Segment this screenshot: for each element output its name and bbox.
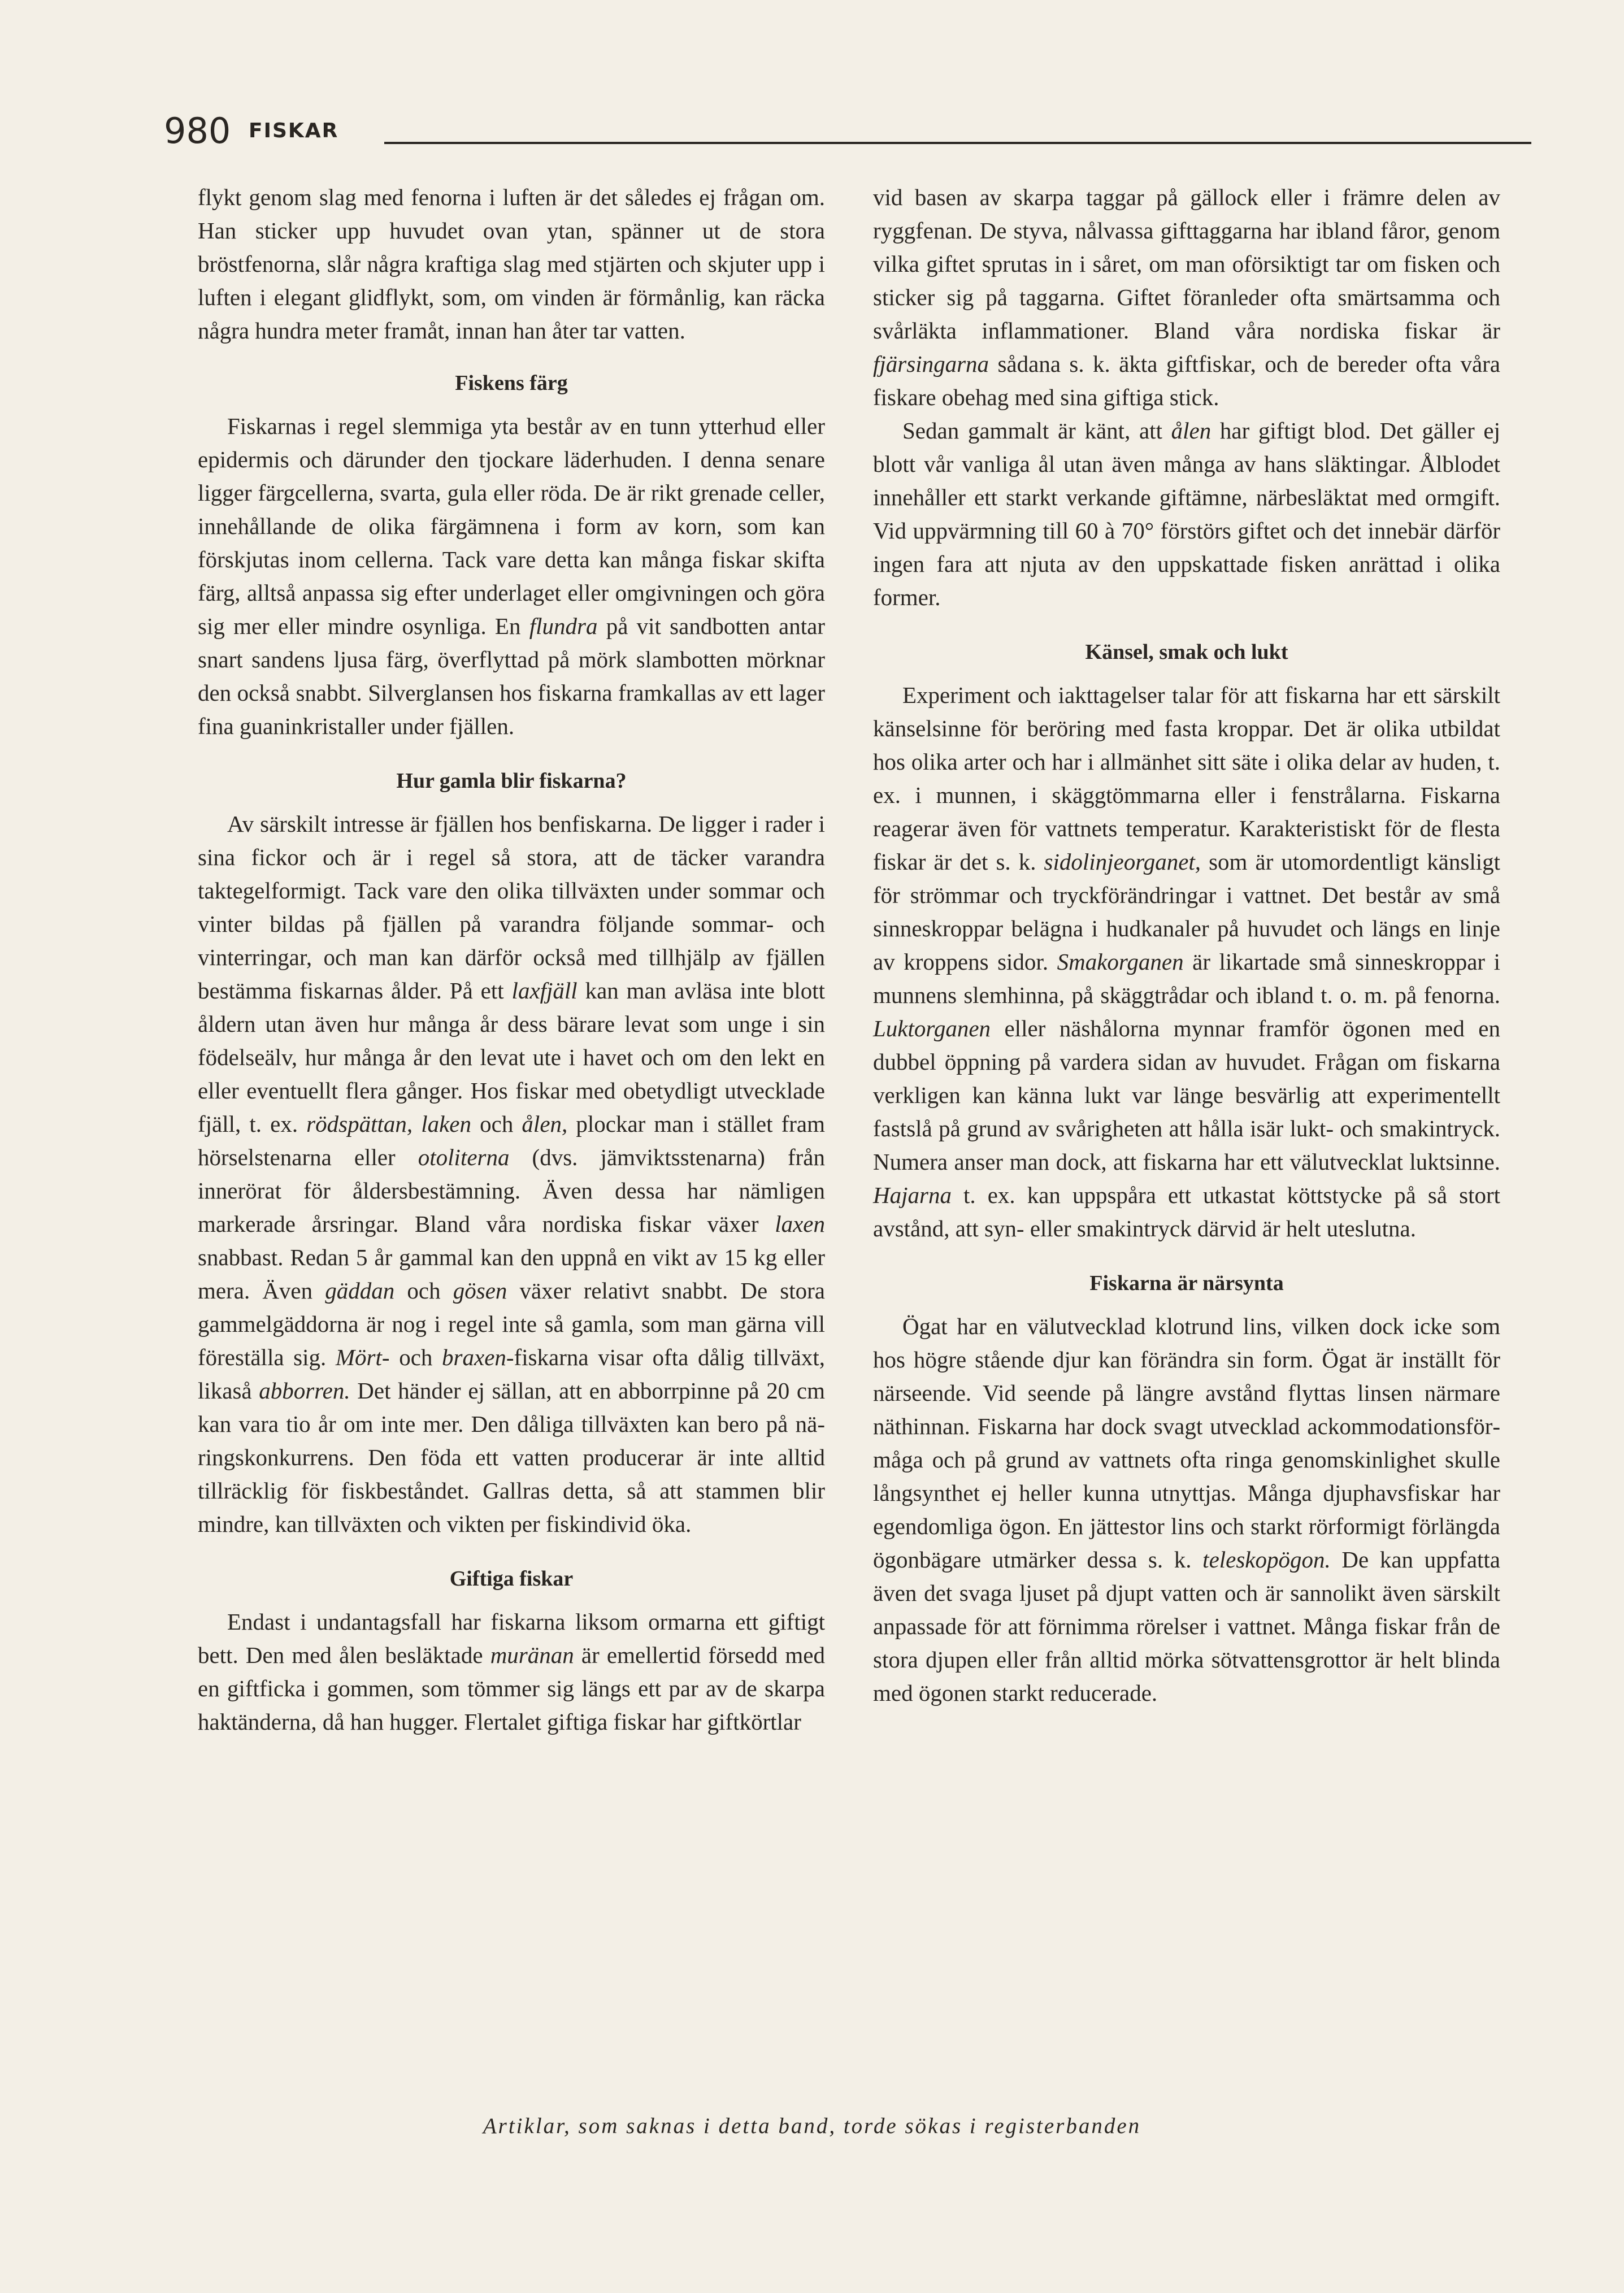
running-title: FISKAR	[249, 119, 339, 142]
section-heading: Giftiga fiskar	[449, 1567, 574, 1591]
right-column	[873, 181, 1500, 1710]
paragraph: Experiment och iakttagelser talar för att fiskarna har ett särskilt känselsinne för beröring med fasta kroppar. Det är olika utbildat hos olika arter och har i allmänhet sitt säte i olika delar av huden, t. ex. i munnen, i skäggtömmarna eller i fenstrålarna. Fiskarna reagerar även för vattnets temperatur. Karakteristiskt för de flesta fiskar är det s. k. sidolinjeorganet, som är utomordentligt känsligt för strömmar och tryckförändringar i vattnet. Det består av små sinneskroppar belägna i hudkanaler på huvudet och längs en linje av kroppens sidor. Smakorganen är likartade små sinneskroppar i munnens slemhinna, på skäggtrådar och ibland t. o. m. på fenorna. Luktorganen eller näshålorna mynnar framför ögonen med en dubbel öppning på vardera sidan av huvudet. Frågan om fiskarna verkligen kan känna lukt var länge besvärlig att experimentellt fastslå på grund av svårigheten att hålla isär lukt- och smakintryck. Numera anser man dock, att fiskarna har ett välutvecklat luktsinne. Hajarna t. ex. kan uppspåra ett utkastat köttstycke på så stort avstånd, att syn- eller smakintryck därvid är helt uteslutna.	[873, 682, 1500, 1241]
footer-note: Artiklar, som saknas i detta band, torde sökas i registerbanden	[483, 2114, 1141, 2138]
section-heading: Fiskarna är närsynta	[1089, 1271, 1284, 1295]
section-heading: Hur gamla blir fiskarna?	[396, 769, 627, 793]
paragraph: Ögat har en välutvecklad klotrund lins, vilken dock icke som hos högre stående djur kan förändra sin form. Ögat är inställt för närseende. Vid seende på längre avstånd flyttas linsen närmare näthinnan. Fiskarna har dock svagt utvecklad ackommodationsförmåga och på grund av vattnets ofta ringa genomskinlighet skulle långsynthet ej heller kunna utnyttjas. Många djuphavsfiskar har egendomliga ögon. En jättestor lins och starkt rörformigt förlängda ögonbägare utmärker dessa s. k. teleskopögon. De kan uppfatta även det svaga ljuset på djupt vatten och är sannolikt även särskilt anpassade för att förnimma rörelser i vattnet. Många fiskar från de stora djupen eller från alltid mörka sötvattensgrottor är helt blinda med ögonen starkt reducerade.	[873, 1313, 1500, 1706]
left-column	[198, 181, 825, 1739]
page-header	[164, 110, 1531, 150]
section-heading: Fiskens färg	[455, 371, 568, 395]
section-heading: Känsel, smak och lukt	[1085, 640, 1288, 664]
page-number: 980	[164, 110, 231, 151]
paragraph: flykt genom slag med fenorna i luften är det således ej frågan om. Han sticker upp huvudet ovan ytan, spänner ut de stora bröstfenorna, slår några kraftiga slag med stjärten och skjuter upp i luften i elegant glidflykt, som, om vinden är förmånlig, kan räcka några hundra meter framåt, innan han åter tar vatten.	[198, 184, 825, 344]
paragraph: Endast i undantagsfall har fiskarna liksom ormarna ett giftigt bett. Den med ålen besläktade muränan är emellertid försedd med en giftficka i gommen, som tömmer sig längs ett par av de skarpa haktänderna, då han hugger. Flertalet giftiga fiskar har giftkörtlar	[198, 1609, 825, 1735]
paragraph: Sedan gammalt är känt, att ålen har giftigt blod. Det gäller ej blott vår vanliga ål utan även många av hans släktingar. Ålblodet innehåller ett starkt verkande giftämne, närbesläktat med ormgift. Vid uppvärmning till 60 à 70° förstörs giftet och det innebär därför ingen fara att njuta av den uppskattade fisken anrättad i olika former.	[873, 418, 1501, 610]
paragraph: vid basen av skarpa taggar på gällock eller i främre delen av ryggfenan. De styva, nålvassa gifttaggarna har ibland fåror, genom vilka giftet sprutas in i såret, om man oförsiktigt tar om fisken och sticker sig på taggarna. Giftet föranleder ofta smärtsamma och svårläkta inflammationer. Bland våra nordiska fiskar är fjärsingarna sådana s. k. äkta giftfiskar, och de bereder ofta våra fiskare obehag med sina giftiga stick.	[873, 184, 1500, 410]
header-rule	[384, 142, 1531, 144]
paragraph: Av särskilt intresse är fjällen hos benfiskarna. De ligger i rader i sina fickor och är i regel så stora, att de täcker varandra taktegelformigt. Tack vare den olika tillväxten under sommar och vinter bildas på fjällen på varandra följande sommar- och vinterringar, och man kan därför också med tillhjälp av fjällen bestämma fiskarnas ålder. På ett laxfjäll kan man avläsa inte blott åldern utan även hur många år dess bärare levat som unge i sin födelseälv, hur många år den levat ute i havet och om den lekt en eller eventuellt flera gånger. Hos fiskar med obetydligt utvecklade fjäll, t. ex. rödspättan, laken och ålen, plockar man i stället fram hörselstenarna eller otoliterna (dvs. jämviktsstenarna) från innerörat för åldersbestämning. Även dessa har nämligen markerade årsringar. Bland våra nordiska fiskar växer laxen snabbast. Redan 5 år gammal kan den uppnå en vikt av 15 kg eller mera. Även gäddan och gösen växer relativt snabbt. De stora gammelgäddorna är nog i regel inte så gamla, som man gärna vill föreställa sig. Mört- och braxen-fiskarna visar ofta dålig tillväxt, likaså abborren. Det händer ej sällan, att en abborrpinne på 20 cm kan vara tio år om inte mer. Den dåliga tillväxten kan bero på näringskonkurrens. Den föda ett vatten producerar är inte alltid tillräcklig för fiskbeståndet. Gallras detta, så att stammen blir mindre, kan tillväxten och vikten per fiskindivid öka.	[198, 811, 826, 1537]
paragraph: Fiskarnas i regel slemmiga yta består av en tunn ytterhud eller epidermis och därunder den tjockare läderhuden. I denna senare ligger färgcellerna, svarta, gula eller röda. De är rikt grenade celler, innehållande de olika färgämnena i form av korn, som kan förskjutas inom cellerna. Tack vare detta kan många fiskar skifta färg, alltså anpassa sig efter underlaget eller omgivningen och göra sig mer eller mindre osynliga. En flundra på vit sandbotten antar snart sandens ljusa färg, överflyttad på mörk slambotten mörknar den också snabbt. Silverglansen hos fiskarna framkallas av ett lager fina guaninkristaller under fjällen.	[198, 413, 825, 739]
